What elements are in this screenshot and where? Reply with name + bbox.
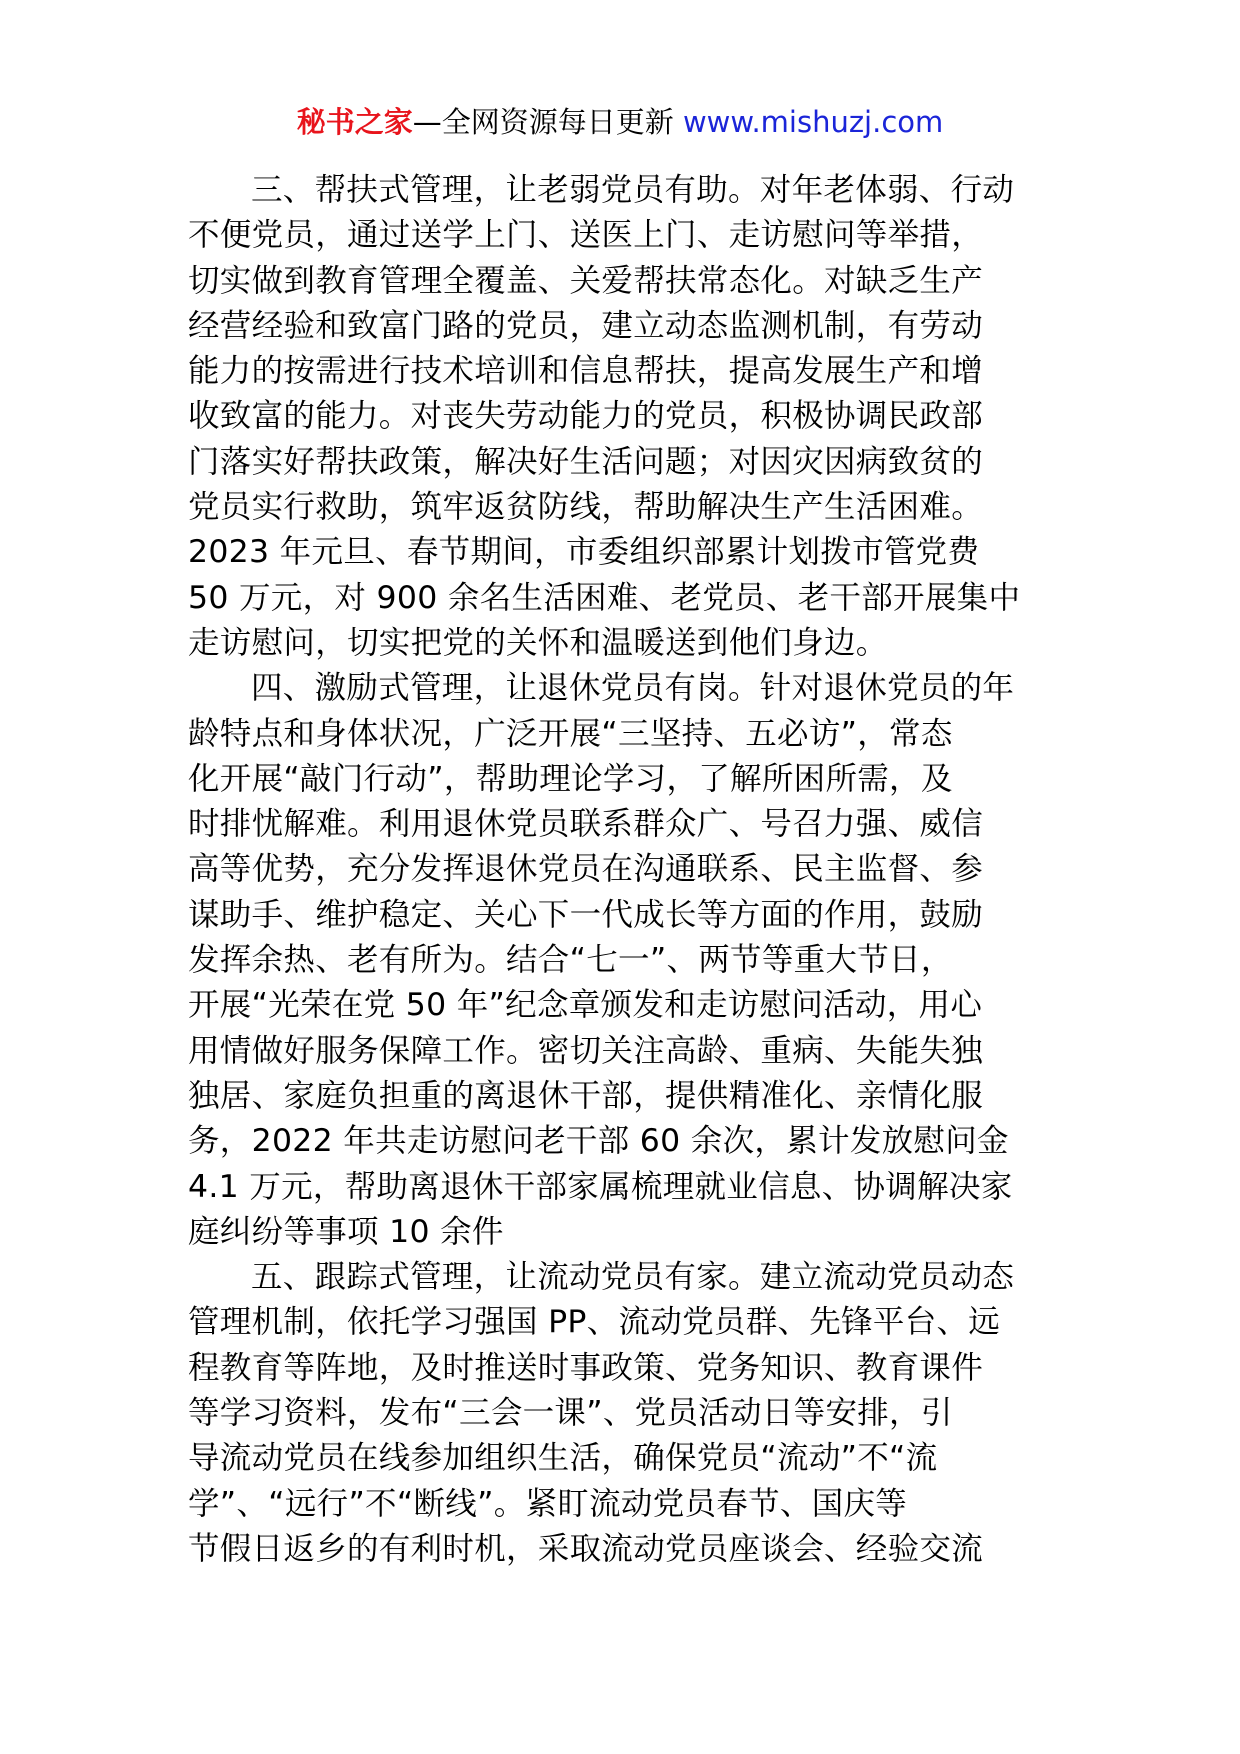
text-line: 龄特点和身体状况，广泛开展“三坚持、五必访”，常态	[188, 715, 953, 752]
text-line: 能力的按需进行技术培训和信息帮扶，提高发展生产和增	[188, 353, 984, 390]
header-url-link[interactable]: www.mishuzj.com	[682, 105, 944, 139]
text-line: 导流动党员在线参加组织生活，确保党员“流动”不“流	[188, 1440, 938, 1477]
text-line: 门落实好帮扶政策，解决好生活问题；对因灾因病致贫的	[188, 443, 984, 480]
text-line: 党员实行救助，筑牢返贫防线，帮助解决生产生活困难。	[188, 489, 984, 526]
text-line: 庭纠纷等事项 10 余件	[188, 1213, 504, 1250]
text-line: 高等优势，充分发挥退休党员在沟通联系、民主监督、参	[188, 851, 984, 888]
text-line: 节假日返乡的有利时机，采取流动党员座谈会、经验交流	[188, 1530, 984, 1567]
paragraph-first-line: 四、激励式管理，让退休党员有岗。针对退休党员的年	[251, 670, 1015, 707]
text-line: 走访慰问，切实把党的关怀和温暖送到他们身边。	[188, 624, 888, 661]
text-line: 切实做到教育管理全覆盖、关爱帮扶常态化。对缺乏生产	[188, 262, 984, 299]
text-line: 等学习资料，发布“三会一课”、党员活动日等安排，引	[188, 1395, 953, 1432]
header-slogan: —全网资源每日更新	[412, 105, 683, 139]
text-line: 经营经验和致富门路的党员，建立动态监测机制，有劳动	[188, 307, 984, 344]
text-line: 化开展“敲门行动”，帮助理论学习，了解所困所需，及	[188, 760, 953, 797]
paragraph-first-line: 三、帮扶式管理，让老弱党员有助。对年老体弱、行动	[251, 172, 1015, 208]
text-line: 务，2022 年共走访慰问老干部 60 余次，累计发放慰问金	[188, 1123, 1009, 1160]
document-body	[188, 168, 1055, 1572]
text-line: 谋助手、维护稳定、关心下一代成长等方面的作用，鼓励	[188, 896, 984, 933]
text-line: 不便党员，通过送学上门、送医上门、走访慰问等举措，	[188, 217, 984, 254]
text-line: 用情做好服务保障工作。密切关注高龄、重病、失能失独	[188, 1032, 984, 1069]
text-line: 2023 年元旦、春节期间，市委组织部累计划拨市管党费	[188, 534, 980, 571]
text-line: 4.1 万元，帮助离退休干部家属梳理就业信息、协调解决家	[188, 1168, 1013, 1205]
text-line: 管理机制，依托学习强国 PP、流动党员群、先锋平台、远	[188, 1304, 1001, 1341]
text-line: 程教育等阵地，及时推送时事政策、党务知识、教育课件	[188, 1349, 984, 1386]
text-line: 独居、家庭负担重的离退休干部，提供精准化、亲情化服	[188, 1077, 984, 1114]
header-brand: 秘书之家	[296, 105, 413, 139]
text-line: 50 万元，对 900 余名生活困难、老党员、老干部开展集中	[188, 579, 1021, 616]
text-line: 学”、“远行”不“断线”。紧盯流动党员春节、国庆等	[188, 1485, 908, 1522]
text-line: 时排忧解难。利用退休党员联系群众广、号召力强、威信	[188, 806, 984, 843]
paragraph-first-line: 五、跟踪式管理，让流动党员有家。建立流动党员动态	[251, 1259, 1015, 1296]
text-line: 收致富的能力。对丧失劳动能力的党员，积极协调民政部	[188, 398, 984, 435]
page-header	[0, 102, 1240, 142]
text-line: 开展“光荣在党 50 年”纪念章颁发和走访慰问活动，用心	[188, 987, 983, 1024]
text-line: 发挥余热、老有所为。结合“七一”、两节等重大节日，	[188, 942, 953, 979]
